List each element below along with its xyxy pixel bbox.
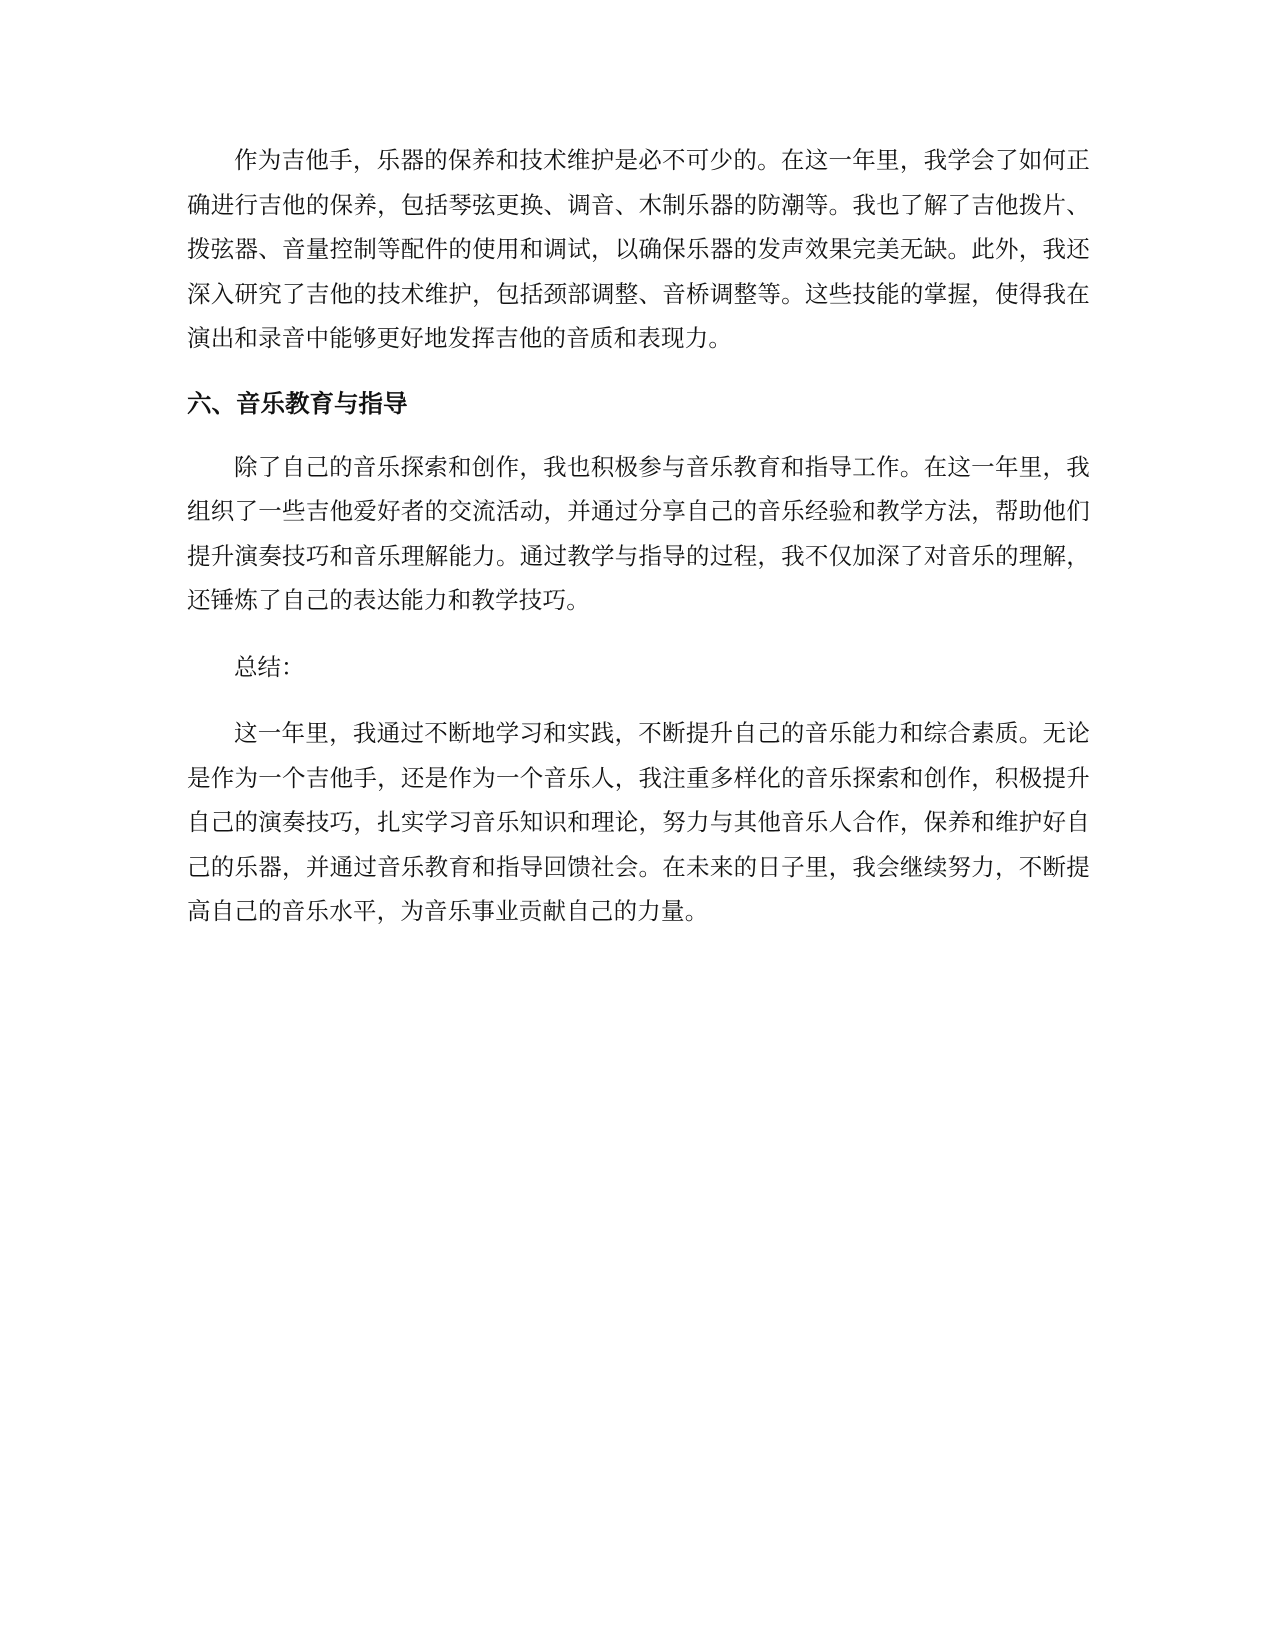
section-heading-music-education: 六、音乐教育与指导 <box>187 388 408 418</box>
paragraph-music-education: 除了自己的音乐探索和创作，我也积极参与音乐教育和指导工作。在这一年里，我组织了一些吉他爱好者的交流活动，并通过分享自己的音乐经验和教学方法，帮助他们提升演奏技巧和音乐理解能力。通过教学与指导的过程，我不仅加深了对音乐的理解，还锤炼了自己的表达能力和教学技巧。 <box>187 452 1090 614</box>
paragraph-instrument-maintenance: 作为吉他手，乐器的保养和技术维护是必不可少的。在这一年里，我学会了如何正确进行吉他的保养，包括琴弦更换、调音、木制乐器的防潮等。我也了解了吉他拨片、拨弦器、音量控制等配件的使用和调试，以确保乐器的发声效果完美无缺。此外，我还深入研究了吉他的技术维护，包括颈部调整、音桥调整等。这些技能的掌握，使得我在演出和录音中能够更好地发挥吉他的音质和表现力。 <box>187 146 1090 352</box>
paragraph-summary: 这一年里，我通过不断地学习和实践，不断提升自己的音乐能力和综合素质。无论是作为一个吉他手，还是作为一个音乐人，我注重多样化的音乐探索和创作，积极提升自己的演奏技巧，扎实学习音乐知识和理论，努力与其他音乐人合作，保养和维护好自己的乐器，并通过音乐教育和指导回馈社会。在未来的日子里，我会继续努力，不断提高自己的音乐水平，为音乐事业贡献自己的力量。 <box>187 719 1090 925</box>
summary-label: 总结： <box>234 652 305 681</box>
document-page <box>187 138 1090 934</box>
